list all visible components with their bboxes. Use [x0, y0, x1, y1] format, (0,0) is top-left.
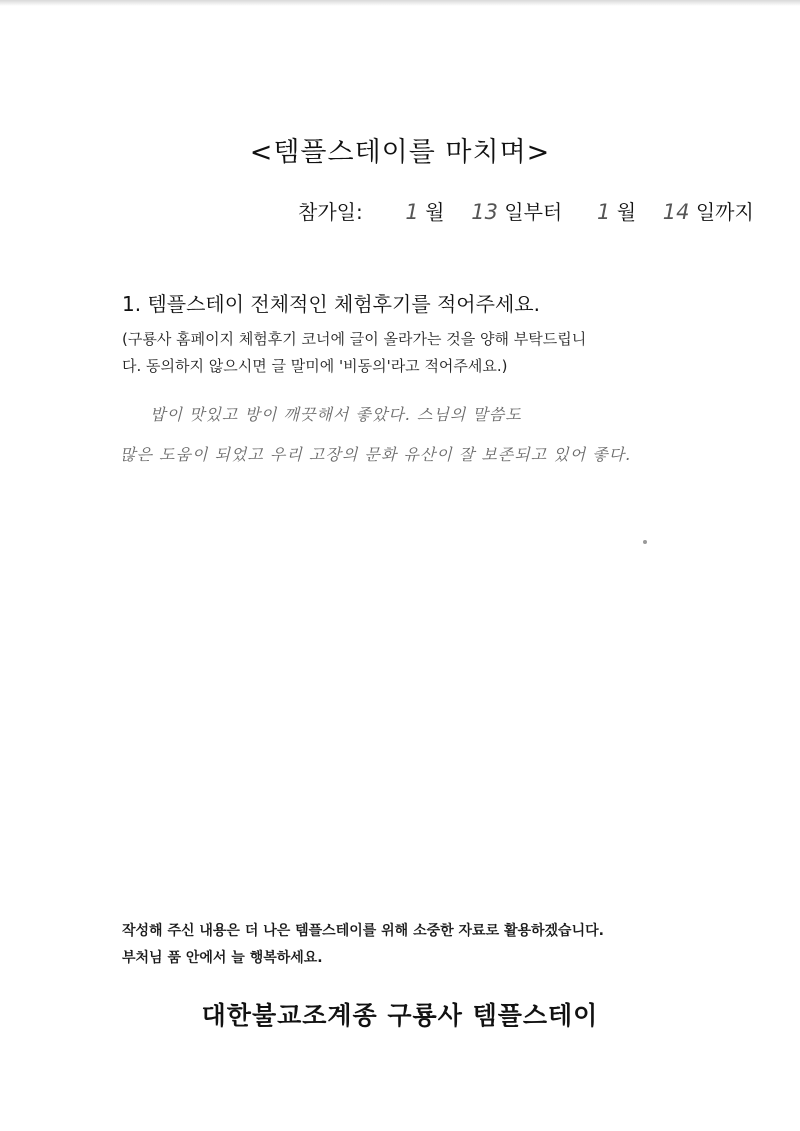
handwritten-answer	[120, 395, 680, 475]
answer-line: 밥이 맛있고 방이 깨끗해서 좋았다. 스님의 말씀도	[150, 405, 522, 424]
participation-dates	[298, 196, 754, 236]
start-suffix: 일부터	[504, 200, 563, 224]
end-suffix: 일까지	[695, 200, 754, 224]
end-day: 14	[662, 200, 690, 224]
answer-line: 많은 도움이 되었고 우리 고장의 문화 유산이 잘 보존되고 있어 좋다.	[120, 445, 632, 464]
month-unit: 월	[616, 200, 637, 224]
month-unit: 월	[425, 200, 445, 224]
page-title: <템플스테이를 마치며>	[249, 137, 551, 168]
scan-edge	[0, 0, 800, 6]
start-month: 1	[405, 200, 419, 224]
question-1: 1. 템플스테이 전체적인 체험후기를 적어주세요.	[122, 292, 540, 316]
note-line: (구룡사 홈페이지 체험후기 코너에 글이 올라가는 것을 양해 부탁드립니	[122, 330, 587, 348]
scan-speck	[643, 540, 647, 544]
organization-name: 대한불교조계종 구룡사 템플스테이	[201, 1001, 599, 1030]
end-month: 1	[596, 200, 611, 224]
closing-line: 작성해 주신 내용은 더 나은 템플스테이를 위해 소중한 자료로 활용하겠습니다.	[122, 923, 604, 939]
closing-line: 부처님 품 안에서 늘 행복하세요.	[122, 950, 323, 966]
start-day: 13	[471, 200, 498, 224]
note-line: 다. 동의하지 않으시면 글 말미에 '비동의'라고 적어주세요.)	[122, 357, 508, 375]
closing-message	[122, 918, 604, 972]
consent-note	[122, 326, 702, 380]
dates-label: 참가일:	[298, 200, 363, 224]
